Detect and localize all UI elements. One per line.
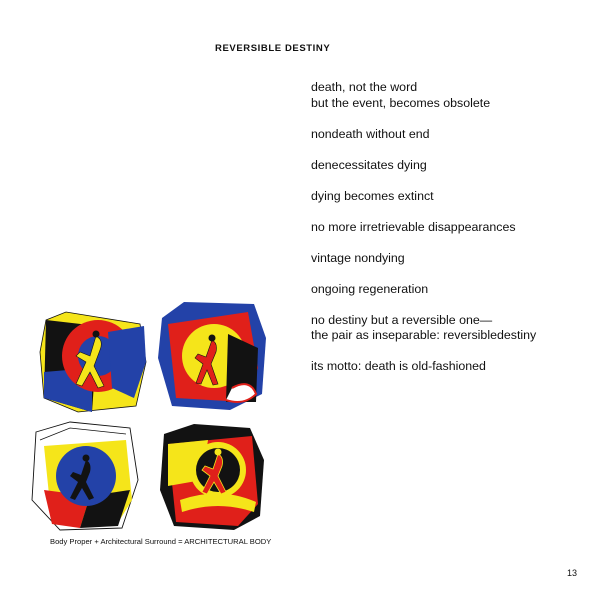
figure-1-illustration bbox=[38, 302, 148, 417]
stanza bbox=[311, 282, 591, 298]
stanza bbox=[311, 313, 591, 344]
poem-line: vintage nondying bbox=[311, 250, 405, 265]
figure-4-illustration bbox=[158, 420, 268, 535]
poem-line: denecessitates dying bbox=[311, 157, 427, 172]
poem-line: death, not the word bbox=[311, 80, 418, 94]
stanza bbox=[311, 158, 591, 174]
poem bbox=[311, 80, 591, 390]
stanza bbox=[311, 127, 591, 143]
poem-line: dying becomes extinct bbox=[311, 188, 434, 203]
poem-line: no more irretrievable disappearances bbox=[311, 219, 516, 234]
page-heading: REVERSIBLE DESTINY bbox=[215, 43, 331, 54]
stanza bbox=[311, 359, 591, 375]
figure-2-illustration bbox=[158, 298, 268, 413]
poem-line: no destiny but a reversible one— bbox=[311, 312, 493, 327]
poem-line: its motto: death is old-fashioned bbox=[311, 359, 486, 373]
architectural-body-figures bbox=[30, 290, 290, 540]
stanza bbox=[311, 80, 591, 111]
figure-3-illustration bbox=[30, 420, 140, 535]
stanza bbox=[311, 220, 591, 236]
poem-line: ongoing regeneration bbox=[311, 281, 429, 296]
figure-box-1 bbox=[38, 302, 148, 417]
poem-line: the pair as inseparable: reversibledestiny bbox=[311, 328, 537, 342]
page-number: 13 bbox=[567, 568, 578, 578]
figure-caption: Body Proper + Architectural Surround = ARCHITECTURAL BODY bbox=[50, 537, 272, 546]
stanza bbox=[311, 189, 591, 205]
figure-box-2 bbox=[158, 298, 268, 413]
poem-line: nondeath without end bbox=[311, 126, 430, 141]
figure-box-4 bbox=[158, 420, 268, 535]
stanza bbox=[311, 251, 591, 267]
poem-line: but the event, becomes obsolete bbox=[311, 95, 491, 110]
figure-box-3 bbox=[30, 420, 140, 535]
